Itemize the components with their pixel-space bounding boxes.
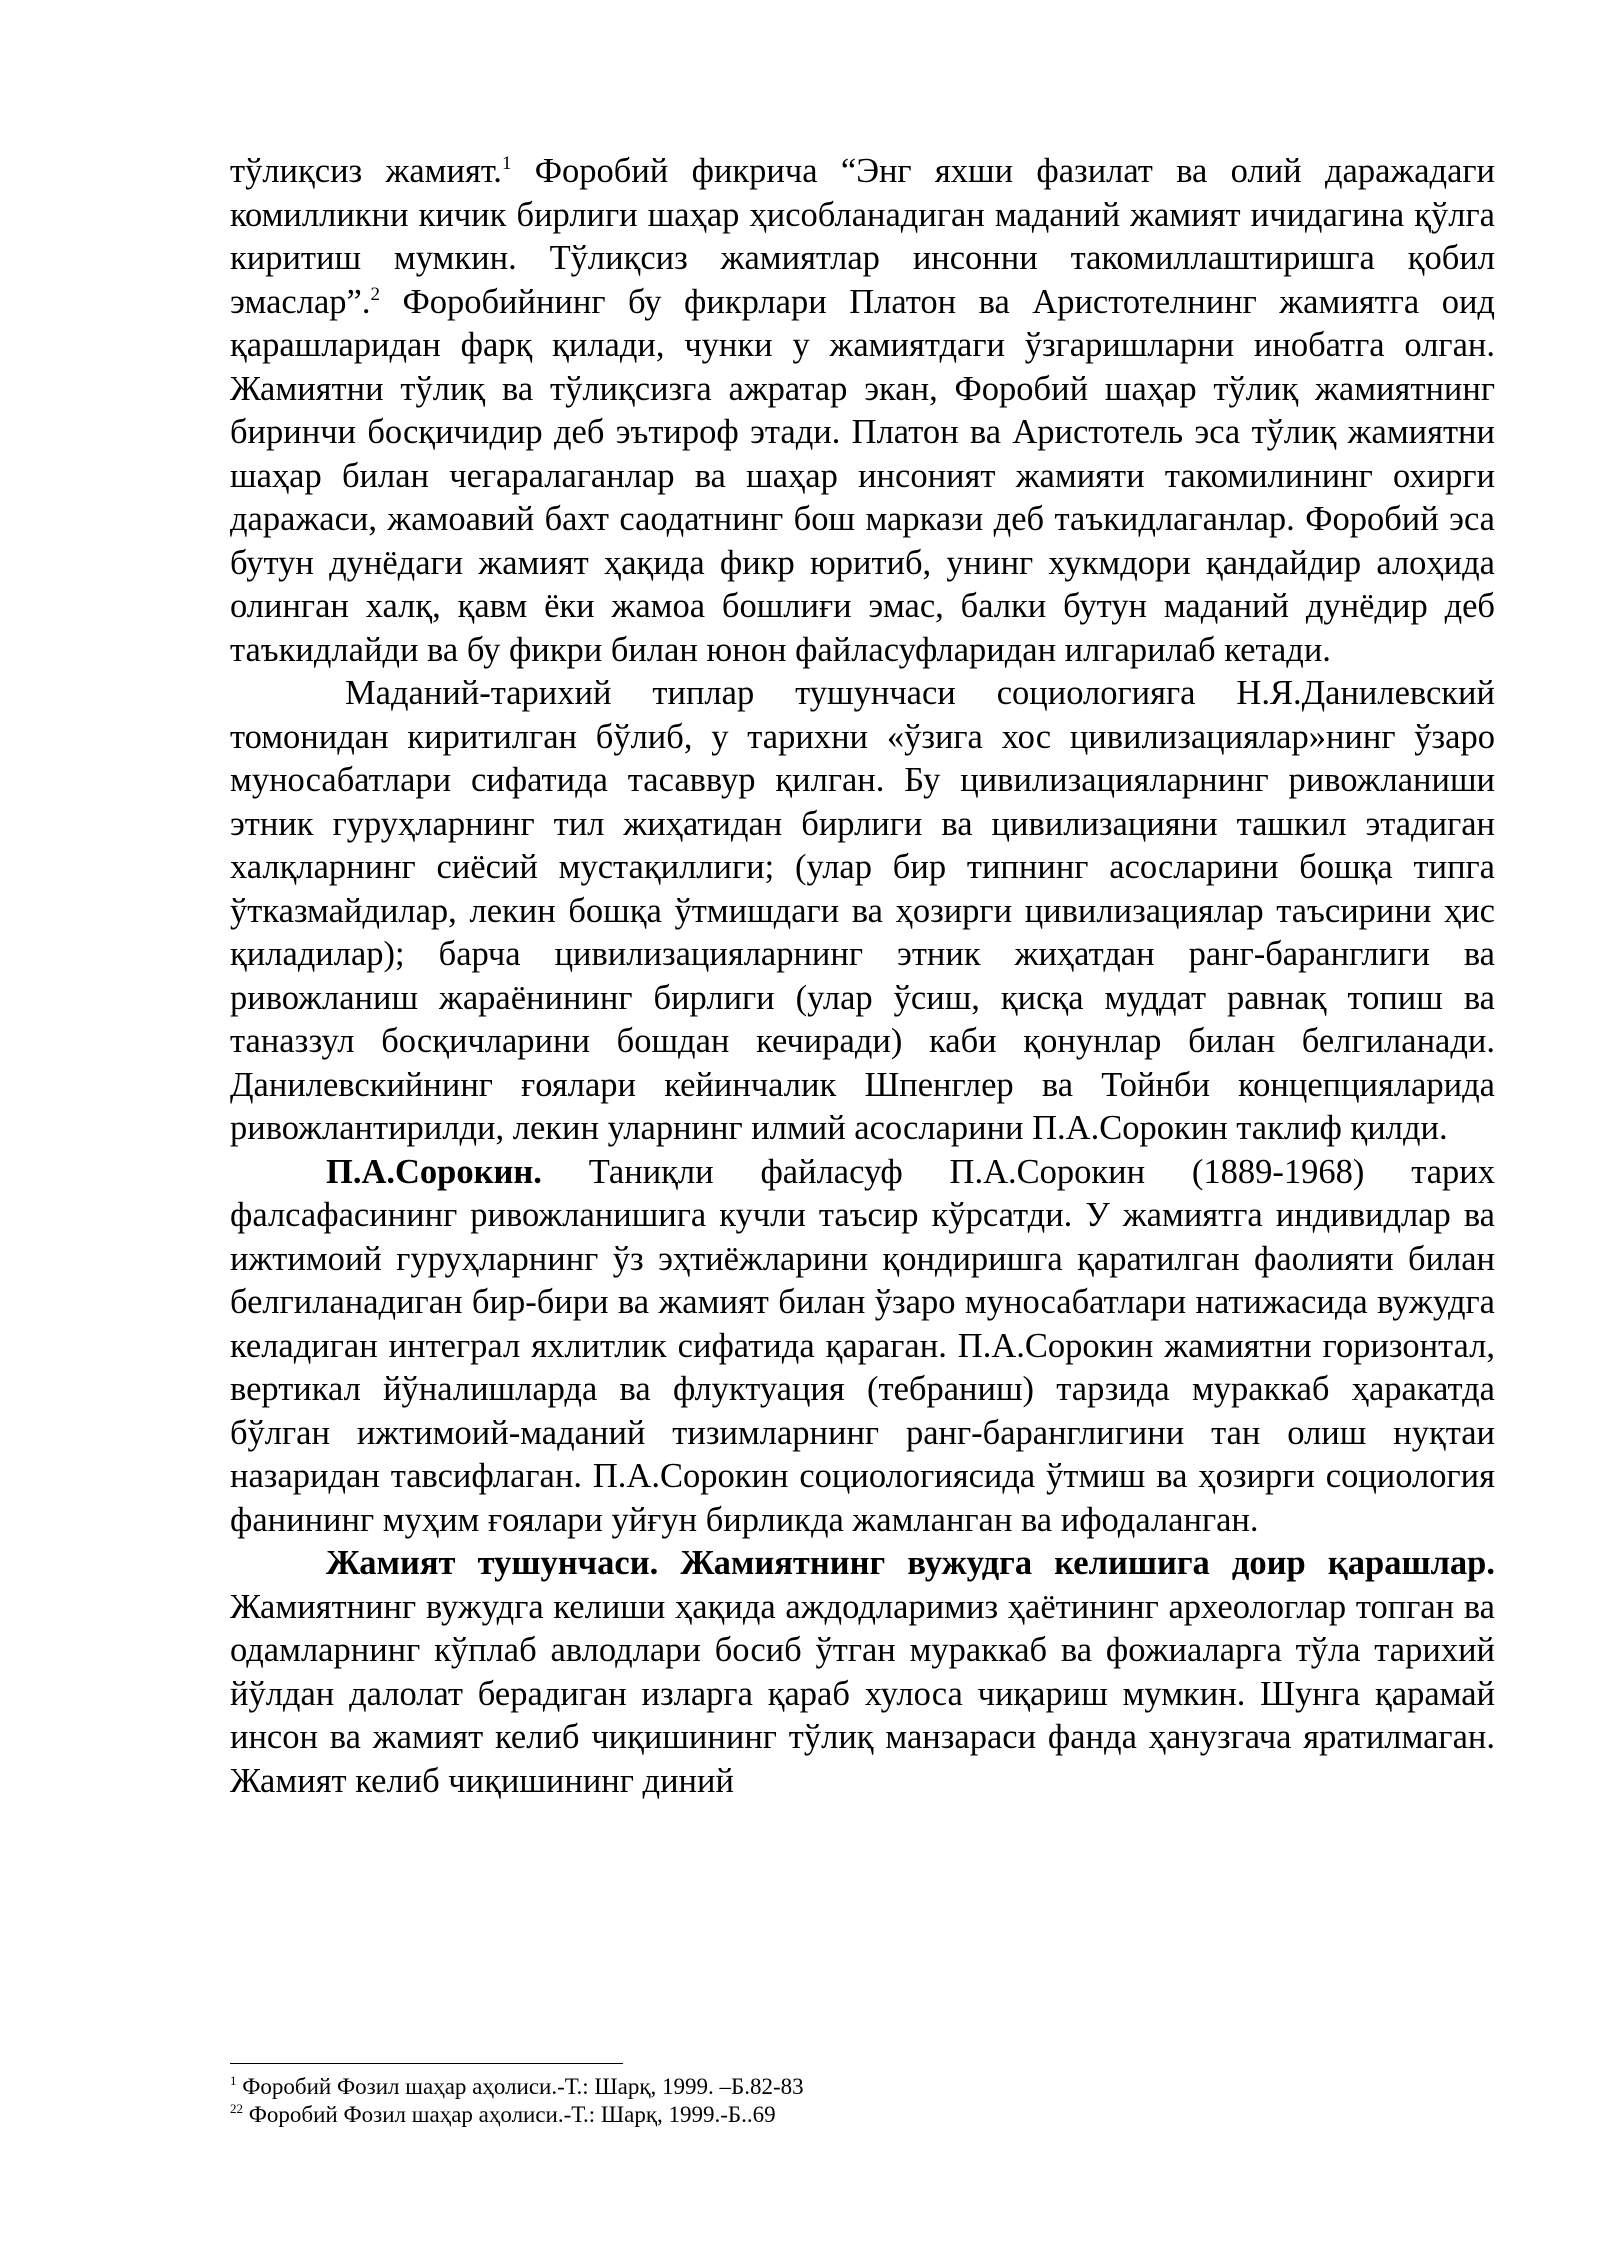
footnote-item — [230, 2101, 1495, 2129]
paragraph-sorokin — [230, 1151, 1495, 1543]
footnote-item — [230, 2073, 1495, 2101]
document-body — [230, 150, 1495, 1803]
footnotes — [230, 2073, 1495, 2129]
paragraph-farabi — [230, 150, 1495, 672]
paragraph-text: Форобийнинг бу фикрлари Платон ва Аристотелнинг жамиятга оид қарашларидан фарқ қилади, чунки у жамиятдаги ўзгаришларни инобатга олган. Жамиятни тўлиқ ва тўлиқсизга ажратар экан, Форобий шаҳар тўлиқ жамиятнинг биринчи босқичидир деб эътироф этади. Платон ва Аристотель эса тўлиқ жамиятни шаҳар билан чегаралаганлар ва шаҳар инсоният жамияти такомилининг охирги даражаси, жамоавий бахт саодатнинг бош маркази деб таъкидлаганлар. Форобий эса бутун дунёдаги жамият ҳақида фикр юритиб, унинг хукмдори қандайдир алоҳида олинган халқ, қавм ёки жамоа бошлиғи эмас, балки бутун маданий дунёдир деб таъкидлайди ва бу фикри билан юнон файласуфларидан илгарилаб кетади. — [230, 282, 1495, 669]
paragraph-text: Форобий фикрича “Энг яхши фазилат ва олий даражадаги комилликни кичик бирлиги шаҳар ҳисобланадиган маданий жамият ичидагина қўлга киритиш мумкин. Тўлиқсиз жамиятлар инсонни такомиллаштиришга қобил эмаслар”. — [230, 152, 1496, 321]
paragraph-text: тўлиқсиз жамият. — [230, 152, 502, 190]
section-heading-society: Жамият тушунчаси. Жамиятнинг вужудга келишига доир қарашлар. — [326, 1544, 1495, 1582]
footnote-mark: 1 — [230, 2073, 237, 2088]
footnote-reference[interactable]: 1 — [501, 153, 512, 174]
footnote-reference[interactable]: 2 — [370, 283, 380, 305]
paragraph-danilevsky: Маданий-тарихий типлар тушунчаси социологияга Н.Я.Данилевский томонидан киритилган бўлиб, у тарихни «ўзига хос цивилизациялар»нинг ўзаро муносабатлари сифатида тасаввур қилган. Бу цивилизацияларнинг ривожланиши этник гуруҳларнинг тил жиҳатидан бирлиги ва цивилизацияни ташкил этадиган халқларнинг сиёсий мустақиллиги; (улар бир типнинг асосларини бошқа типга ўтказмайдилар, лекин бошқа ўтмишдаги ва ҳозирги цивилизациялар таъсирини ҳис қиладилар); барча цивилизацияларнинг этник жиҳатдан ранг-бaранглиги ва ривожланиш жараёнининг бирлиги (улар ўсиш, қисқа муддат равнақ топиш ва таназзул босқичларини бошдан кечиради) каби қонунлар билан белгиланади. Данилевскийнинг ғоялари кейинчалик Шпенглер ва Тойнби концепцияларида ривожлантирилди, лекин уларнинг илмий асосларини П.А.Сорокин таклиф қилди. — [230, 674, 1495, 1147]
paragraph-society-concept — [230, 1542, 1495, 1803]
paragraph-text: Жамиятнинг вужудга келиши ҳақида аждодларимиз ҳаётининг археологлар топган ва одамларнинг кўплаб авлодлари босиб ўтган мураккаб ва фожиаларга тўла тарихий йўлдан далолат берадиган изларга қараб хулоса чиқариш мумкин. Шунга қарамай инсон ва жамият келиб чиқишининг тўлиқ манзараси фанда ҳанузгача яратилмаган. Жамият келиб чиқишининг диний — [230, 1587, 1495, 1800]
footnote-text: Форобий Фозил шаҳар аҳолиси.-Т.: Шарқ, 1999.-Б..69 — [243, 2102, 776, 2127]
footnote-text: Форобий Фозил шаҳар аҳолиси.-Т.: Шарқ, 1999. –Б.82-83 — [236, 2074, 804, 2099]
footnote-separator — [230, 2063, 623, 2064]
section-heading-sorokin: П.А.Сорокин. — [326, 1152, 542, 1191]
paragraph-text: Таниқли файласуф П.А.Сорокин (1889-1968) тарих фалсафасининг ривожланишига кучли таъсир кўрсатди. У жамиятга индивидлар ва ижтимоий гуруҳларнинг ўз эҳтиёжларини қондиришга қаратилган фаолияти билан белгиланадиган бир-бири ва жамият билан ўзаро муносабатлари натижасида вужудга келадиган интеграл яхлитлик сифатида қараган. П.А.Сорокин жамиятни горизонтал, вертикал йўналишларда ва флуктуация (тебраниш) тарзида мураккаб ҳаракатда бўлган ижтимоий-маданий тизимларнинг ранг-бaранглигини тан олиш нуқтаи назаридан тавсифлаган. П.А.Сорокин социологиясида ўтмиш ва ҳозирги социология фанининг муҳим ғоялари уйғун бирликда жамланган ва ифодаланган. — [230, 1152, 1495, 1539]
footnote-mark: 22 — [230, 2101, 243, 2116]
